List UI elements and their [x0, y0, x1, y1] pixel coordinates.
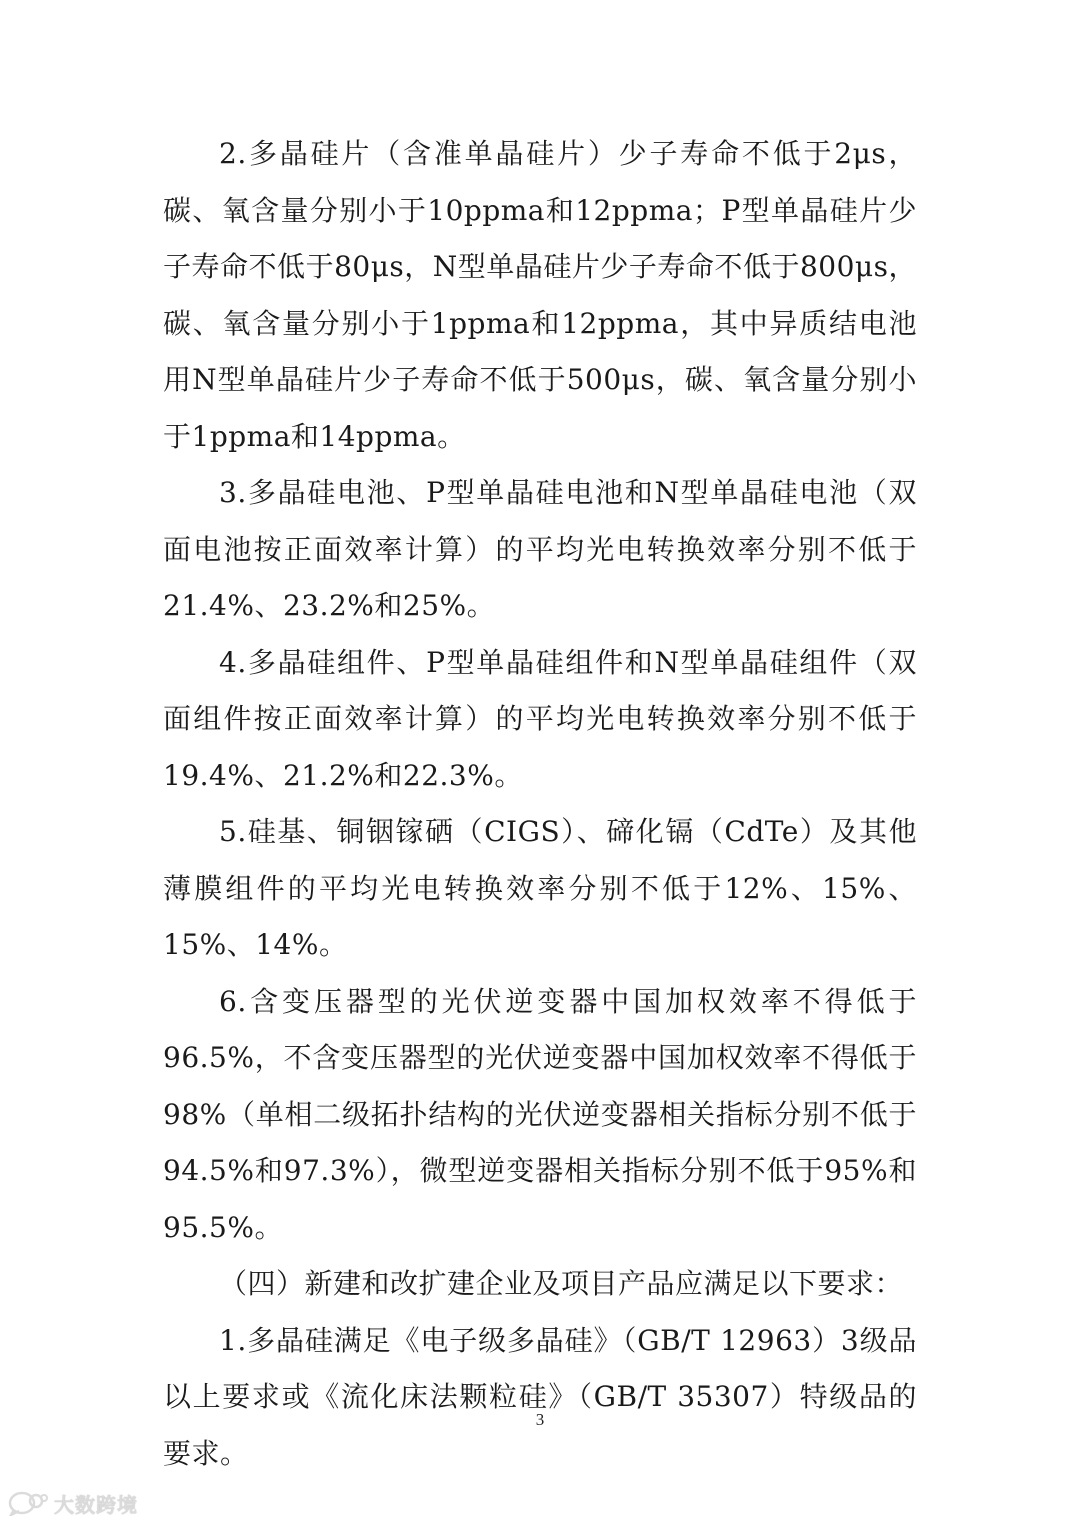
paragraph-solar-cell: 3.多晶硅电池、P型单晶硅电池和N型单晶硅电池（双面电池按正面效率计算）的平均光电转换效率分别不低于21.4%、23.2%和25%。 — [163, 476, 917, 622]
document-body — [163, 126, 917, 1482]
paragraph-solar-module: 4.多晶硅组件、P型单晶硅组件和N型单晶硅组件（双面组件按正面效率计算）的平均光电转换效率分别不低于19.4%、21.2%和22.3%。 — [163, 645, 917, 792]
page-number: 3 — [535, 1410, 545, 1429]
paragraph-inverter: 6.含变压器型的光伏逆变器中国加权效率不得低于96.5%，不含变压器型的光伏逆变器中国加权效率不得低于98%（单相二级拓扑结构的光伏逆变器相关指标分别不低于94.5%和97.3%），微型逆变器相关指标分别不低于95%和95.5%。 — [163, 984, 917, 1244]
speech-bubble-logo-icon — [8, 1490, 48, 1516]
watermark — [8, 1488, 138, 1518]
paragraph-silicon-wafer: 2.多晶硅片（含准单晶硅片）少子寿命不低于2μs，碳、氧含量分别小于10ppma和12ppma；P型单晶硅片少子寿命不低于80μs，N型单晶硅片少子寿命不低于800μs，碳、氧含量分别小于1ppma和12ppma，其中异质结电池用N型单晶硅片少子寿命不低于500μs，碳、氧含量分别小于1ppma和14ppma。 — [163, 137, 917, 453]
paragraph-polysilicon: 1.多晶硅满足《电子级多晶硅》（GB/T 12963）3级品以上要求或《流化床法颗粒硅》（GB/T 35307）特级品的要求。 — [163, 1323, 917, 1470]
section-heading-four: （四）新建和改扩建企业及项目产品应满足以下要求： — [219, 1267, 904, 1300]
watermark-text: 大数跨境 — [54, 1492, 138, 1517]
paragraph-thin-film-module: 5.硅基、铜铟镓硒（CIGS）、碲化镉（CdTe）及其他薄膜组件的平均光电转换效率分别不低于12%、15%、15%、14%。 — [163, 815, 917, 961]
